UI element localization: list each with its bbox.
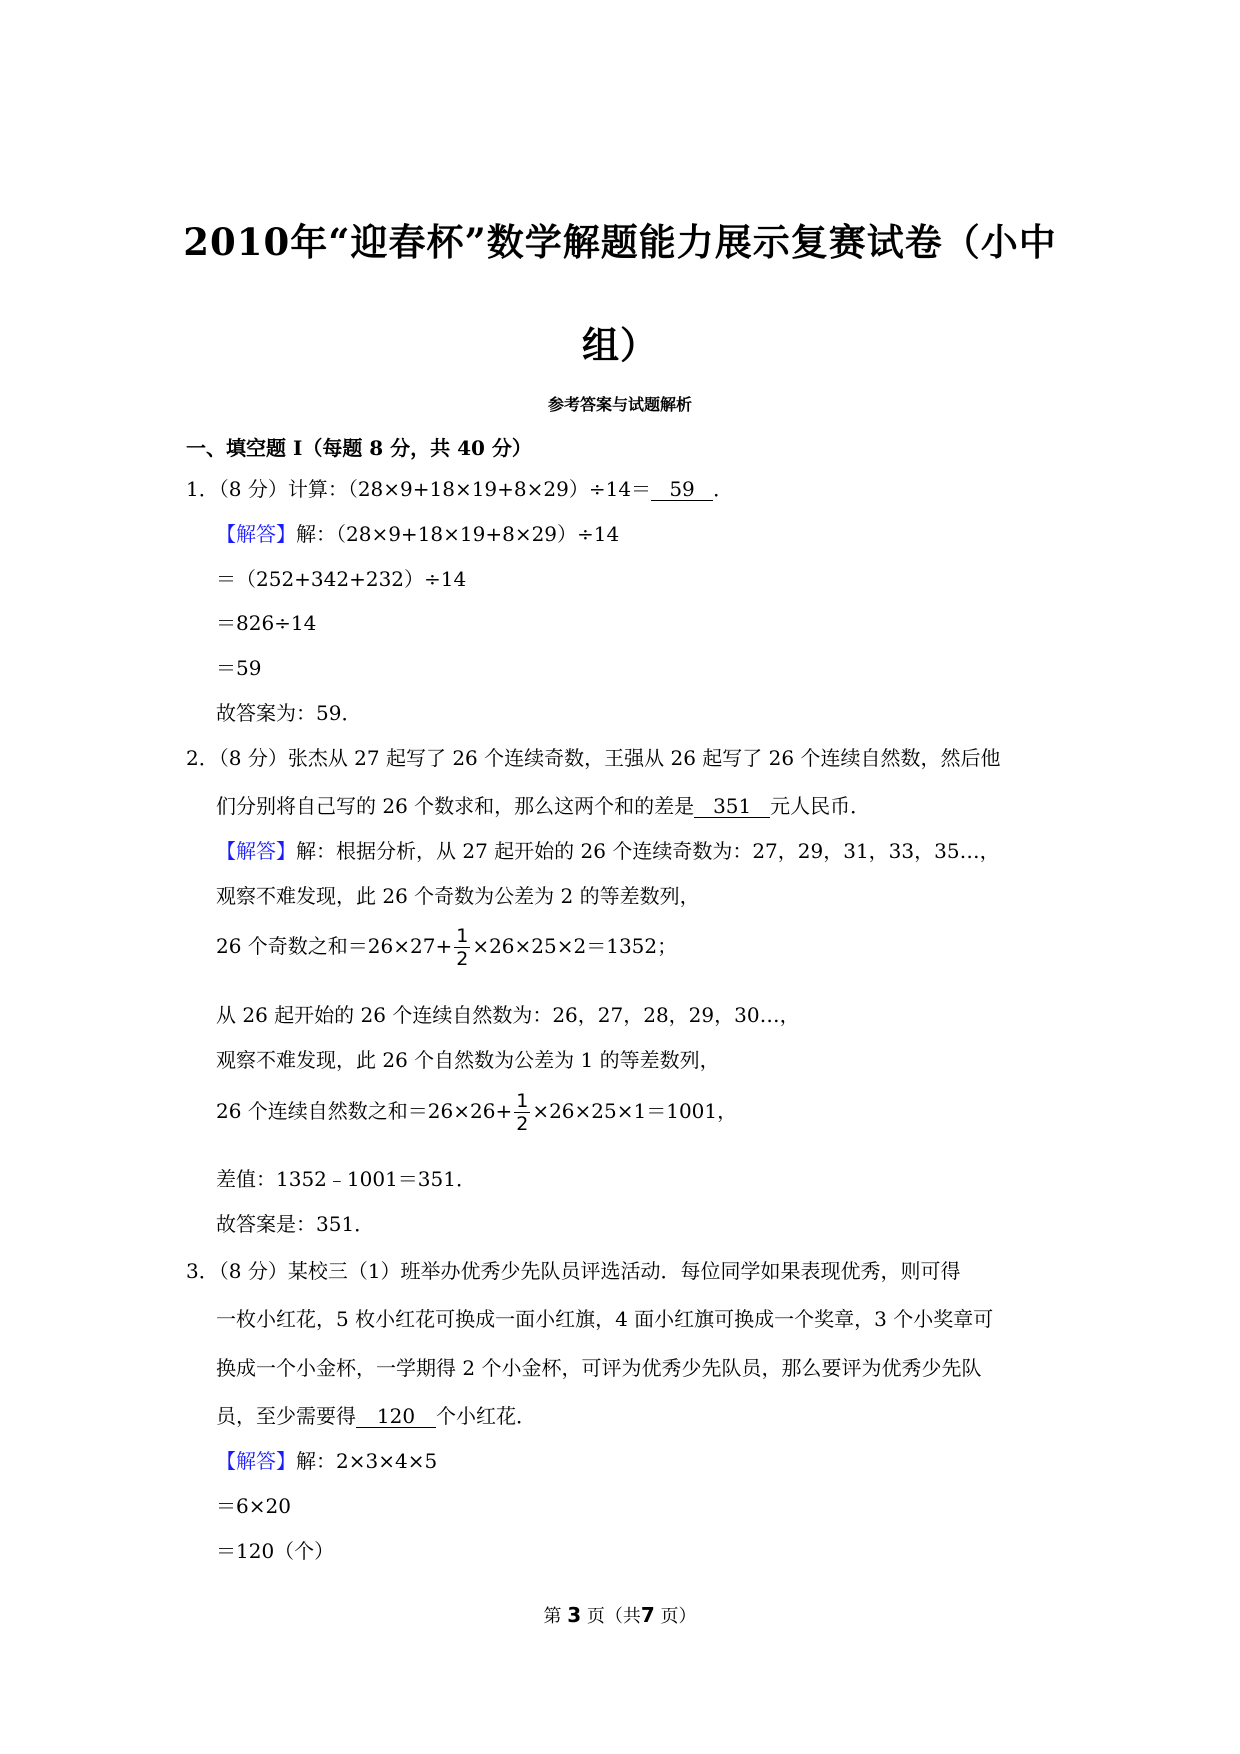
solution-line: 差值：1352﹣1001＝351． xyxy=(216,1167,476,1191)
solution-tag: 【解答】 xyxy=(216,839,296,863)
solution-line: 26 个奇数之和＝26×27+ $\frac{1}{2}$ ×26×25×2＝1352； xyxy=(216,925,678,970)
section-heading: 一、填空题 I（每题 8 分，共 40 分） xyxy=(186,436,532,460)
solution-line: 【解答】解：（28×9+18×19+8×29）÷14 xyxy=(216,522,620,546)
question-text-line: 一枚小红花，5 枚小红花可换成一面小红旗，4 面小红旗可换成一个奖章，3 个小奖章可 xyxy=(216,1307,994,1331)
solution-line: 观察不难发现，此 26 个奇数为公差为 2 的等差数列， xyxy=(216,884,700,908)
solution-line: ＝（252+342+232）÷14 xyxy=(216,567,467,591)
solution-line: 从 26 起开始的 26 个连续自然数为：26，27，28，29，30…， xyxy=(216,1003,800,1027)
question-1: 1．（8 分）计算：（28×9+18×19+8×29）÷14＝ 59 ． xyxy=(186,477,734,501)
question-text: （8 分）计算：（28×9+18×19+8×29）÷14＝ xyxy=(218,477,652,501)
solution-line: ＝120（个） xyxy=(216,1539,335,1563)
subtitle: 参考答案与试题解析 xyxy=(547,395,692,414)
conclusion-line: 故答案为：59． xyxy=(216,701,362,725)
question-text: （8 分）某校三（1）班举办优秀少先队员评选活动．每位同学如果表现优秀，则可得 xyxy=(218,1259,961,1283)
question-text-line: 换成一个小金杯，一学期得 2 个小金杯，可评为优秀少先队员，那么要评为优秀少先队 xyxy=(216,1356,982,1380)
page-footer: 第 3 页（共7 页） xyxy=(543,1603,697,1627)
question-2 xyxy=(186,745,1000,771)
solution-tag: 【解答】 xyxy=(216,1449,296,1473)
fraction: $\frac{1}{2}$ xyxy=(456,925,469,970)
question-text-line: 们分别将自己写的 26 个数求和，那么这两个和的差是 351 元人民币． xyxy=(216,794,871,818)
document-title-line1: 2010年“迎春杯”数学解题能力展示复赛试卷（小中 xyxy=(183,220,1057,264)
answer-blank: 120 xyxy=(356,1405,436,1428)
solution-line: ＝826÷14 xyxy=(216,611,317,635)
solution-line: 【解答】解：根据分析，从 27 起开始的 26 个连续奇数为：27，29，31，33，35…， xyxy=(216,839,1000,863)
solution-line: 观察不难发现，此 26 个自然数为公差为 1 的等差数列， xyxy=(216,1048,720,1072)
question-number: 1． xyxy=(186,477,219,501)
solution-line: 26 个连续自然数之和＝26×26+ $\frac{1}{2}$ ×26×25×1＝1001， xyxy=(216,1090,738,1135)
document-title-line2: 组） xyxy=(582,323,658,367)
question-number: 3． xyxy=(186,1259,219,1283)
fraction: $\frac{1}{2}$ xyxy=(516,1090,529,1135)
solution-line: ＝6×20 xyxy=(216,1494,291,1518)
answer-blank: 351 xyxy=(694,795,770,818)
question-text: （8 分）张杰从 27 起写了 26 个连续奇数，王强从 26 起写了 26 个连续自然数，然后他 xyxy=(218,746,1001,770)
page-total: 7 xyxy=(640,1603,655,1627)
page-number: 3 xyxy=(567,1603,582,1627)
solution-line: ＝59 xyxy=(216,656,262,680)
answer-blank: 59 xyxy=(651,478,713,501)
question-text-line: 员，至少需要得 120 个小红花． xyxy=(216,1404,536,1428)
solution-tag: 【解答】 xyxy=(216,522,296,546)
solution-line: 【解答】解：2×3×4×5 xyxy=(216,1449,438,1473)
question-number: 2． xyxy=(186,746,219,770)
question-3 xyxy=(186,1258,961,1284)
conclusion-line: 故答案是：351． xyxy=(216,1212,375,1236)
